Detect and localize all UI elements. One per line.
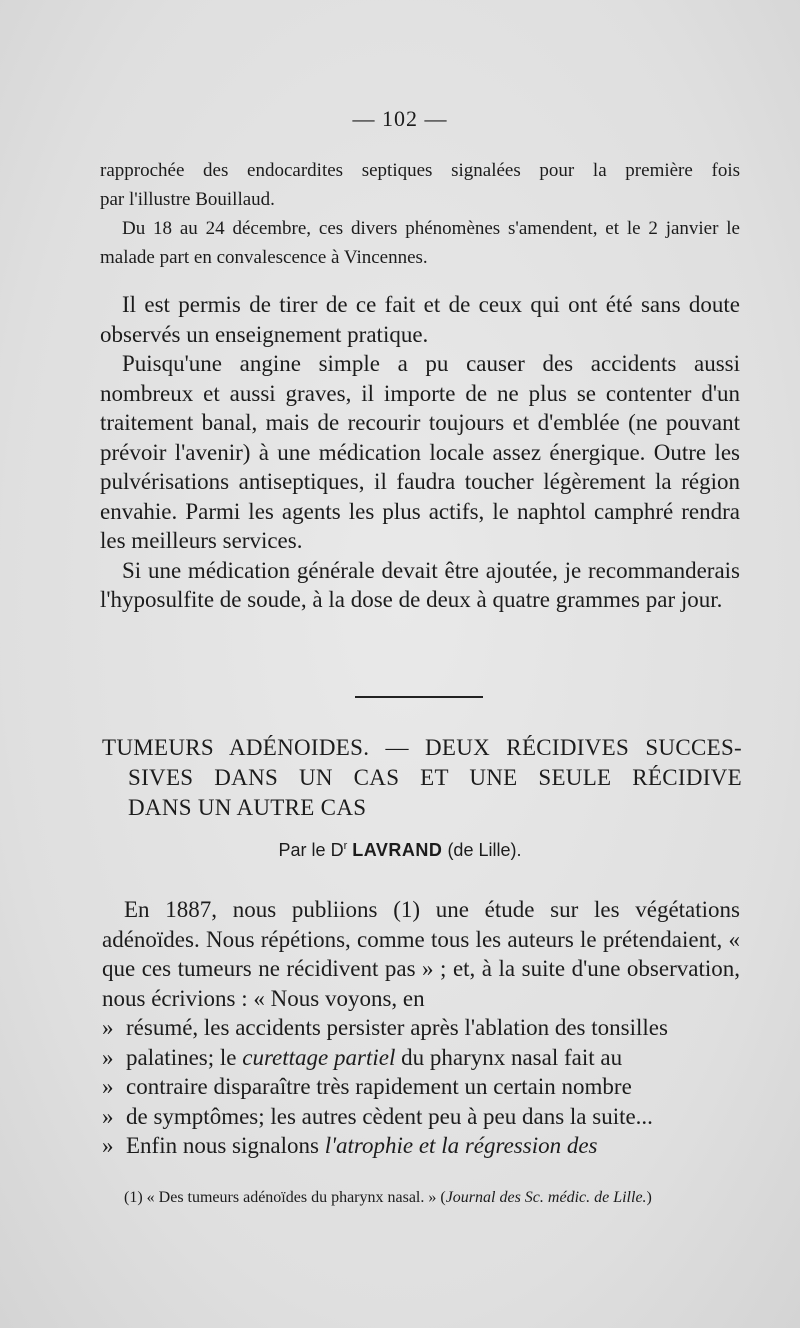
quote-text-1: résumé, les accidents persister après l'ablation des tonsilles xyxy=(126,1015,668,1040)
quote-text-5a: Enfin nous signalons xyxy=(126,1133,319,1158)
heading-line-1: TUMEURS ADÉNOIDES. — DEUX RÉCIDIVES SUCCES- xyxy=(102,735,742,760)
heading-line-2: SIVES DANS UN CAS ET UNE SEULE RÉCIDIVE xyxy=(128,765,742,790)
byline-prefix: Par le xyxy=(278,840,326,860)
byline-title-text: $D^r$ xyxy=(330,840,348,860)
author-name: LAVRAND xyxy=(352,840,443,860)
quote-text-2a: palatines; le xyxy=(126,1044,237,1070)
top-line-1: rapprochée des endocardites septiques signalées pour la première fois xyxy=(100,160,740,181)
quote-text-3: contraire disparaître très rapidement un certain nombre xyxy=(126,1074,632,1099)
quote-italic-5: l'atrophie et la régression des xyxy=(324,1133,598,1158)
top-paragraphs xyxy=(100,156,740,272)
quote-line-5 xyxy=(102,1131,740,1161)
footnote xyxy=(108,1186,740,1210)
footnote-journal: Journal des Sc. médic. de Lille. xyxy=(445,1189,647,1206)
quote-italic-2: curettage partiel xyxy=(242,1044,396,1070)
main-paragraph-1: Il est permis de tirer de ce fait et de ceux qui ont été sans doute observés un enseignement pratique. xyxy=(100,292,740,347)
footnote-text xyxy=(108,1186,740,1210)
top-line-2: par l'illustre Bouillaud. xyxy=(100,189,275,210)
section-divider xyxy=(355,696,483,698)
footnote-close: ) xyxy=(646,1189,652,1206)
main-paragraph-3: Si une médication générale devait être ajoutée, je recommanderais l'hyposulfite de soude, à la dose de deux à quatre grammes par jour. xyxy=(100,557,740,612)
byline-title xyxy=(331,840,348,860)
byline-suffix: (de Lille). xyxy=(447,840,522,860)
heading-line-3: DANS UN AUTRE CAS xyxy=(128,795,367,820)
quote-text-4: de symptômes; les autres cèdent peu à peu dans la suite... xyxy=(126,1103,653,1129)
quote-line-3 xyxy=(102,1072,740,1102)
quote-mark: » xyxy=(102,1015,114,1040)
quote-mark: » xyxy=(102,1103,114,1129)
main-text xyxy=(100,290,740,615)
main-paragraph-2: Puisqu'une angine simple a pu causer des accidents aussi nombreux et aussi graves, il importe de ne plus se contenter d'un traitement banal, mais de recourir toujours et d'emblée (ne pouvant prévoir l'avenir) à une médication locale assez énergique. Outre les pulvérisations antiseptiques, il faudra toucher légèrement la région envahie. Parmi les agents les plus actifs, le naphtol camphré rendra les meilleurs services. xyxy=(100,351,740,553)
quote-mark: » xyxy=(102,1133,114,1158)
footnote-citation: (1) « Des tumeurs adénoïdes du pharynx nasal. » ( xyxy=(124,1189,446,1206)
quote-line-1 xyxy=(102,1013,740,1043)
author-byline xyxy=(0,840,800,861)
article-heading xyxy=(102,733,742,823)
article-body xyxy=(102,895,740,1161)
page-number: — 102 — xyxy=(352,106,448,131)
quote-text-2b: du pharynx nasal fait au xyxy=(401,1044,623,1070)
quote-line-2 xyxy=(102,1043,740,1073)
article-paragraph-1: En 1887, nous publiions (1) une étude sur les végétations adénoïdes. Nous répétions, comme tous les auteurs le prétendaient, « que ces tumeurs ne récidivent pas » ; et, à la suite d'une observation, nous écrivions : « Nous voyons, en xyxy=(102,897,740,1011)
quote-mark: » xyxy=(102,1074,114,1099)
quote-mark: » xyxy=(102,1044,114,1070)
quote-line-4 xyxy=(102,1102,740,1132)
top-paragraph-2: Du 18 au 24 décembre, ces divers phénomènes s'amendent, et le 2 janvier le malade part en convalescence à Vincennes. xyxy=(100,218,740,268)
